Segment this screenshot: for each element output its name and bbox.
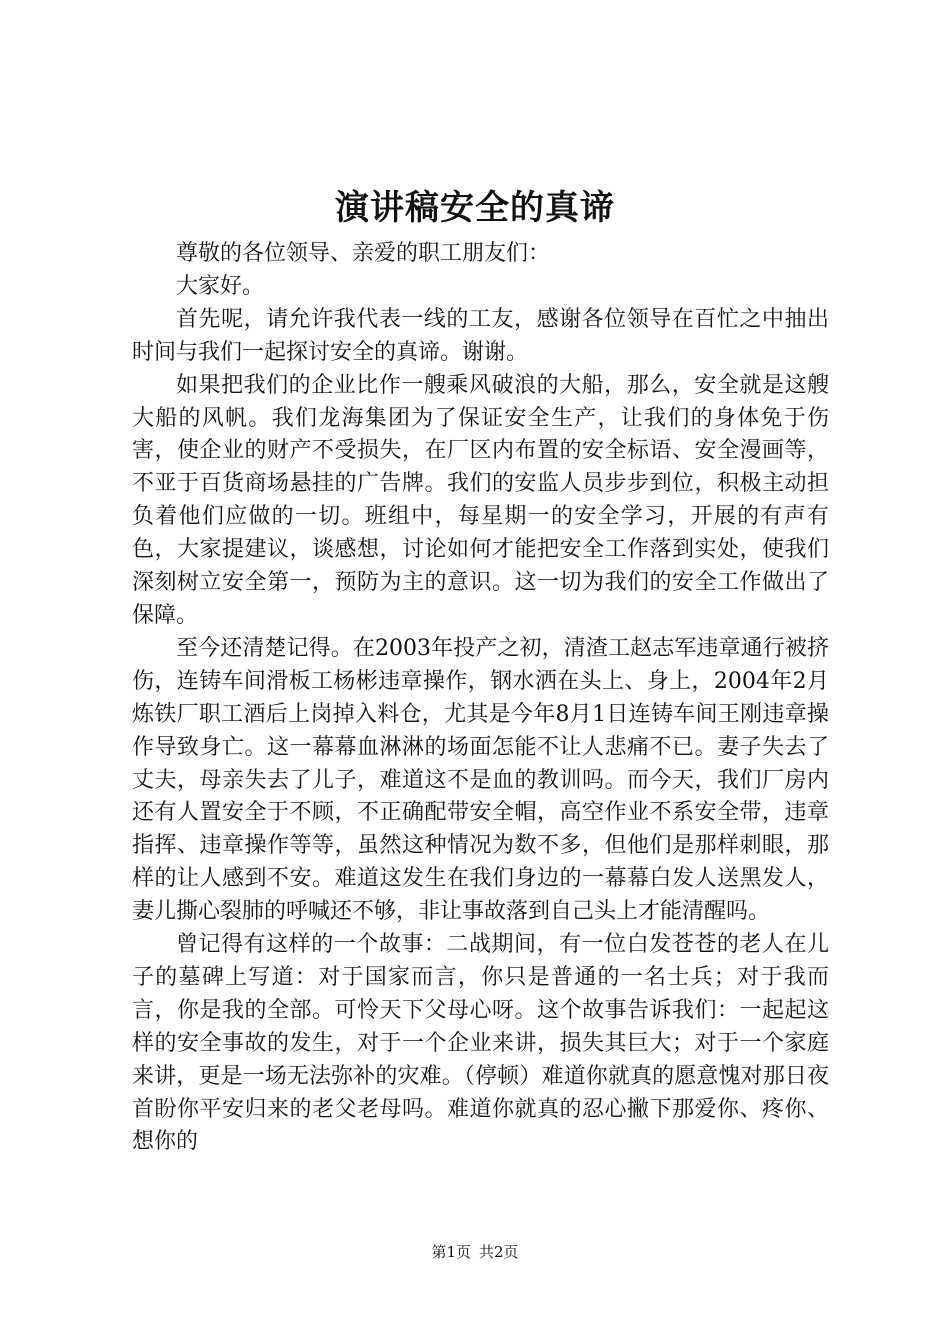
paragraph-ship-metaphor: 如果把我们的企业比作一艘乘风破浪的大船，那么，安全就是这艘大船的风帆。我们龙海集团为了保证安全生产，让我们的身体免于伤害，使企业的财产不受损失，在厂区内布置的安全标语、安全漫画等，不亚于百货商场悬挂的广告牌。我们的安监人员步步到位，积极主动担负着他们应做的一切。班组中，每星期一的安全学习，开展的有声有色，大家提建议，谈感想，讨论如何才能把安全工作落到实处，使我们深刻树立安全第一，预防为主的意识。这一切为我们的安全工作做出了保障。	[132, 372, 829, 628]
page-total: 共2页	[479, 1243, 519, 1261]
document-body	[132, 238, 829, 1159]
page-number: 第1页	[431, 1243, 471, 1261]
paragraph-salutation: 尊敬的各位领导、亲爱的职工朋友们：	[176, 241, 551, 266]
document-title: 演讲稿安全的真谛	[335, 188, 615, 228]
paragraph-accidents: 至今还清楚记得。在2003年投产之初，清渣工赵志军违章通行被挤伤，连铸车间滑板工杨彬违章操作，钢水洒在头上、身上，2004年2月炼铁厂职工酒后上岗掉入料仓，尤其是今年8月1日连铸车间王刚违章操作导致身亡。这一幕幕血淋淋的场面怎能不让人悲痛不已。妻子失去了丈夫，母亲失去了儿子，难道这不是血的教训吗。而今天，我们厂房内还有人置安全于不顾，不正确配带安全帽，高空作业不系安全带，违章指挥、违章操作等等，虽然这种情况为数不多，但他们是那样刺眼，那样的让人感到不安。难道这发生在我们身边的一幕幕白发人送黑发人，妻儿撕心裂肺的呼喊还不够，非让事故落到自己头上才能清醒吗。	[132, 635, 829, 925]
paragraph-thanks: 首先呢，请允许我代表一线的工友，感谢各位领导在百忙之中抽出时间与我们一起探讨安全的真谛。谢谢。	[132, 306, 829, 365]
page-footer	[0, 1242, 950, 1262]
paragraph-story: 曾记得有这样的一个故事：二战期间，有一位白发苍苍的老人在儿子的墓碑上写道：对于国家而言，你只是普通的一名士兵；对于我而言，你是我的全部。可怜天下父母心呀。这个故事告诉我们：一起起这样的安全事故的发生，对于一个企业来讲，损失其巨大；对于一个家庭来讲，更是一场无法弥补的灾难。（停顿）难道你就真的愿意愧对那日夜首盼你平安归来的老父老母吗。难道你就真的忍心撇下那爱你、疼你、想你的	[132, 932, 829, 1155]
paragraph-greeting: 大家好。	[176, 273, 265, 299]
